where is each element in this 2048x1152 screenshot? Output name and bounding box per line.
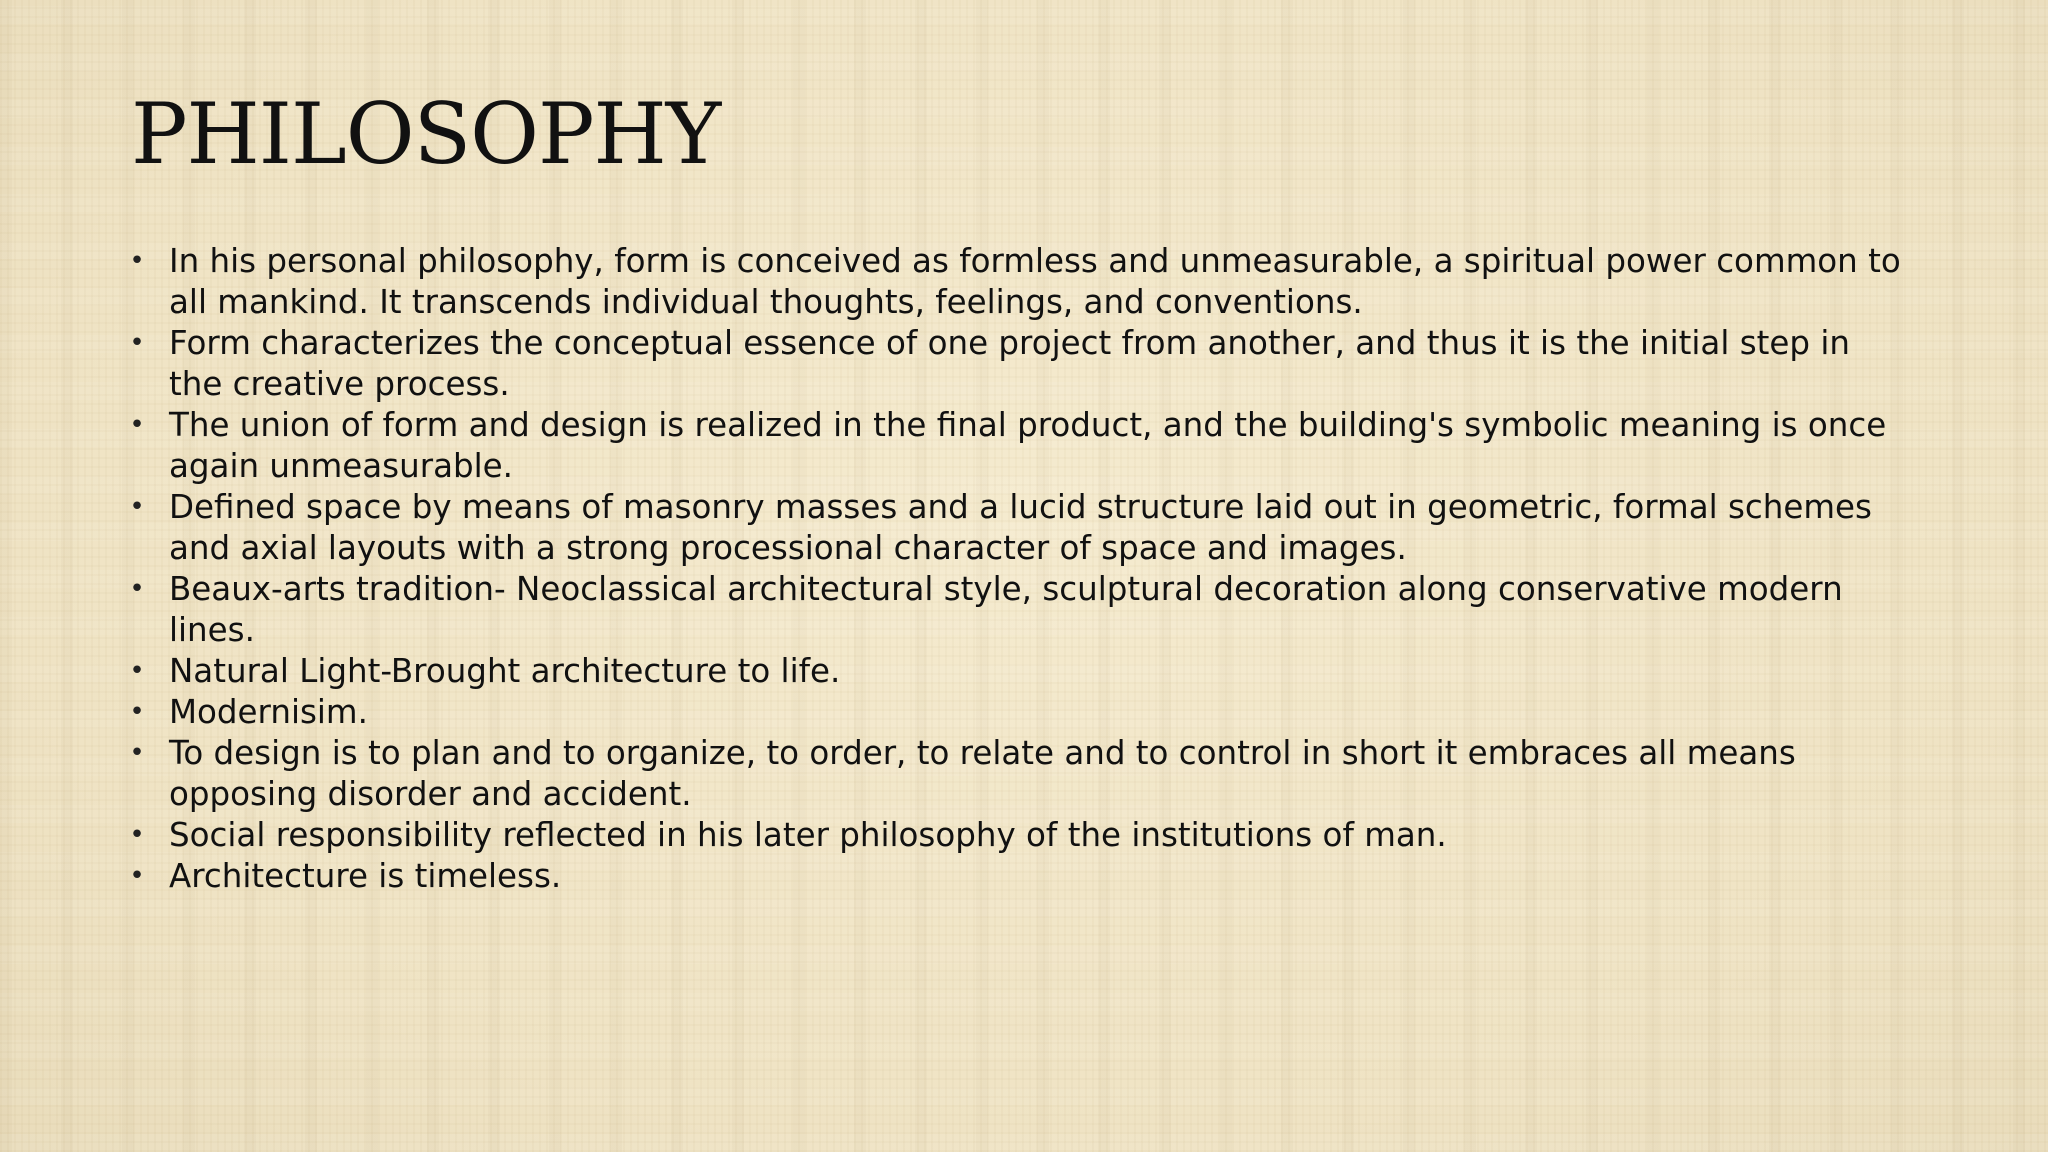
bullet-icon: • bbox=[129, 861, 145, 891]
bullet-text: Social responsibility reflected in his later philosophy of the institutions of man. bbox=[169, 816, 1447, 854]
bullet-text: The union of form and design is realized in the final product, and the building's symbolic meaning is once again unmeasurable. bbox=[169, 406, 1887, 485]
bullet-text: Form characterizes the conceptual essence of one project from another, and thus it is the initial step in the creative process. bbox=[169, 324, 1850, 403]
bullet-text: Beaux-arts tradition- Neoclassical architectural style, sculptural decoration along conservative modern lines. bbox=[169, 570, 1843, 649]
bullet-item bbox=[127, 692, 1907, 733]
bullet-icon: • bbox=[129, 574, 145, 604]
bullet-item bbox=[127, 487, 1907, 569]
bullet-icon: • bbox=[129, 410, 145, 440]
bullet-icon: • bbox=[129, 246, 145, 276]
bullet-text: Defined space by means of masonry masses and a lucid structure laid out in geometric, formal schemes and axial layouts with a strong processional character of space and images. bbox=[169, 488, 1872, 567]
bullet-icon: • bbox=[129, 820, 145, 850]
bullet-item bbox=[127, 815, 1907, 856]
bullet-icon: • bbox=[129, 656, 145, 686]
bullet-icon: • bbox=[129, 492, 145, 522]
bullet-item bbox=[127, 569, 1907, 651]
bullet-icon: • bbox=[129, 738, 145, 768]
bullet-icon: • bbox=[129, 328, 145, 358]
bullet-icon: • bbox=[129, 697, 145, 727]
bullet-list bbox=[127, 241, 1907, 897]
bullet-item bbox=[127, 405, 1907, 487]
bullet-text: Natural Light-Brought architecture to life. bbox=[169, 652, 841, 690]
bullet-text: Architecture is timeless. bbox=[169, 857, 562, 895]
bullet-item bbox=[127, 323, 1907, 405]
slide-title: PHILOSOPHY bbox=[131, 85, 721, 183]
bullet-item bbox=[127, 733, 1907, 815]
bullet-text: In his personal philosophy, form is conceived as formless and unmeasurable, a spiritual power common to all mankind. It transcends individual thoughts, feelings, and conventions. bbox=[169, 242, 1901, 321]
bullet-text: Modernisim. bbox=[169, 693, 368, 731]
bullet-text: To design is to plan and to organize, to order, to relate and to control in short it embraces all means opposing disorder and accident. bbox=[169, 734, 1796, 813]
bullet-item bbox=[127, 856, 1907, 897]
bullet-item bbox=[127, 651, 1907, 692]
bullet-item bbox=[127, 241, 1907, 323]
